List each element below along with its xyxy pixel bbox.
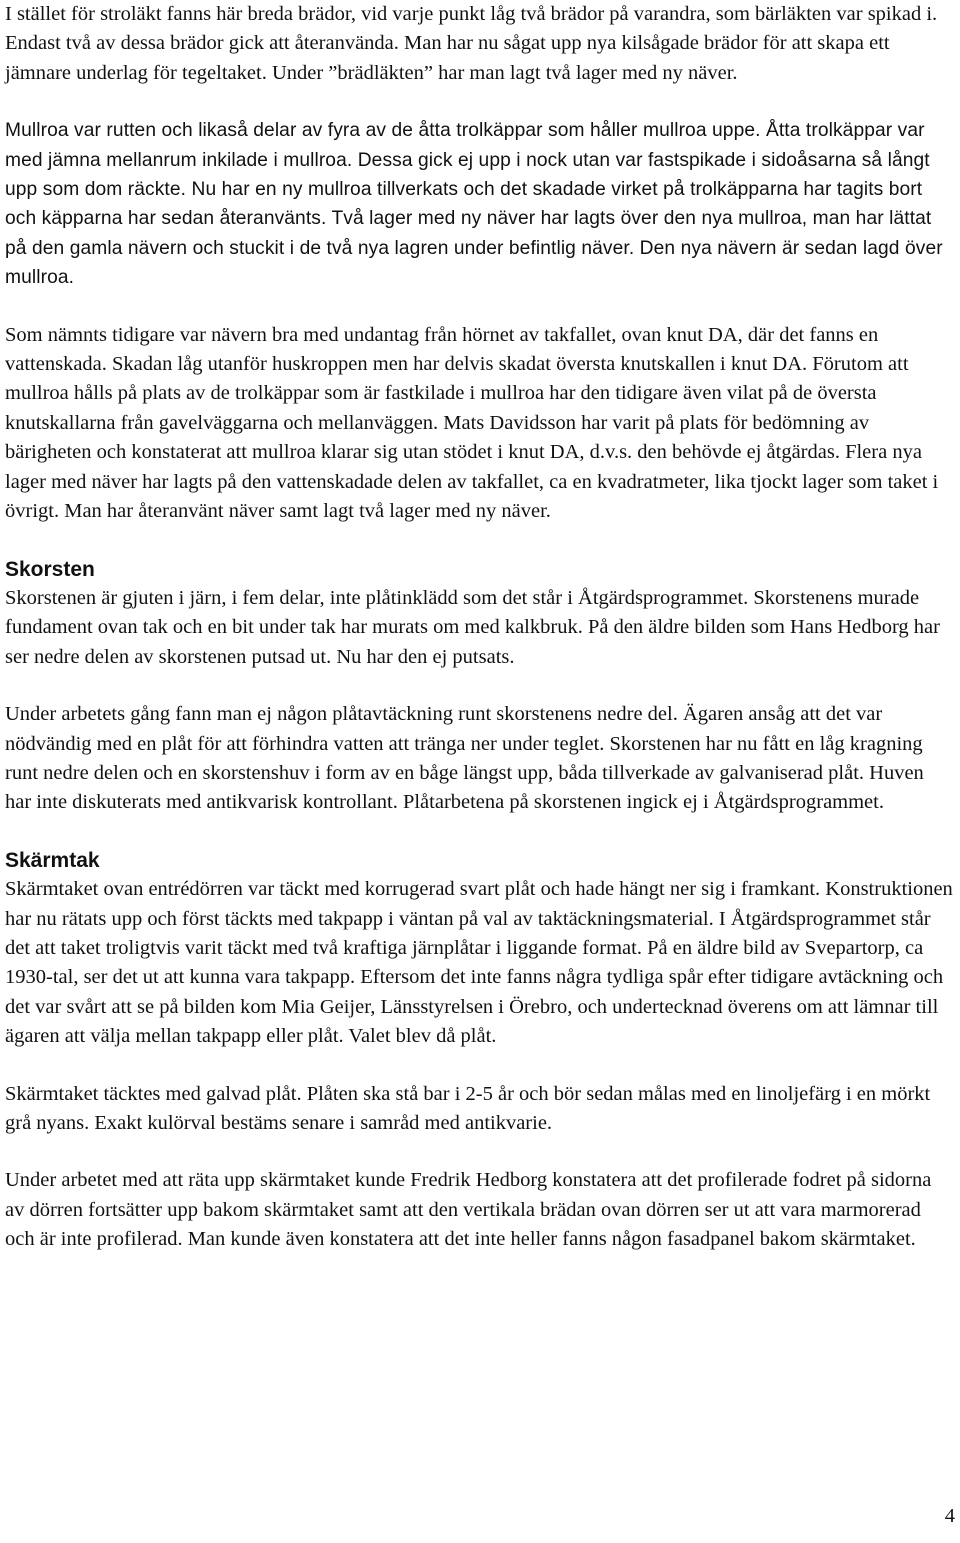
paragraph-mullroa: Mullroa var rutten och likaså delar av fyra av de åtta trolkäppar som håller mullroa uppe. Åtta trolkäppar var med jämna mellanrum inkilade i mullroa. Dessa gick ej upp i nock utan var fastspikade i sidoåsarna så långt upp som dom räckte. Nu har en ny mullroa tillverkats och det skadade virket på trolkäpparna har tagits bort och käpparna har sedan återanvänts. Två lager med ny näver har lagts över den nya mullroa, man har lättat på den gamla nävern och stuckit i de två nya lagren under befintlig näver. Den nya nävern är sedan lagd över mullroa. (5, 120, 943, 289)
paragraph-vattenskada: Som nämnts tidigare var nävern bra med undantag från hörnet av takfallet, ovan knut DA, där det fanns en vattenskada. Skadan låg utanför huskroppen men har delvis skadat översta knutskallen i knut DA. Förutom att mullroa hålls på plats av de trolkäppar som är fastkilade i mullroa har den tidigare även vilat på de översta knutskallarna från gavelväggarna och mellanväggen. Mats Davidsson har varit på plats för bedömning av bärigheten och konstaterat att mullroa klarar sig utan stödet i knut DA, d.v.s. den behövde ej åtgärdas. Flera nya lager med näver har lagts på den vattenskadade delen av takfallet, ca en kvadratmeter, lika tjockt lager som taket i övrigt. Man har återanvänt näver samt lagt två lager med ny näver. (5, 323, 939, 523)
heading-skorsten: Skorsten (5, 557, 95, 581)
paragraph-skarmtak-1: Skärmtaket ovan entrédörren var täckt med korrugerad svart plåt och hade hängt ner sig i framkant. Konstruktionen har nu rätats upp och först täckts med takpapp i väntan på val av taktäckningsmaterial. I Åtgärdsprogrammet står det att taket troligtvis varit täckt med två kraftiga järnplåtar i liggande format. På en äldre bild av Svepartorp, ca 1930-tal, ser det ut att kunna vara takpapp. Eftersom det inte fanns några tydliga spår efter tidigare avtäckning och det var svårt att se på bilden kom Mia Geijer, Länsstyrelsen i Örebro, och undertecknad överens om att lämnar till ägaren att välja mellan takpapp eller plåt. Valet blev då plåt. (5, 878, 953, 1048)
paragraph-skarmtak-3: Under arbetet med att räta upp skärmtaket kunde Fredrik Hedborg konstatera att det profilerade fodret på sidorna av dörren fortsätter upp bakom skärmtaket samt att den vertikala brädan ovan dörren ser ut att vara marmorerad och är inte profilerad. Man kunde även konstatera att det inte heller fanns någon fasadpanel bakom skärmtaket. (5, 1169, 932, 1251)
paragraph-skorsten-2: Under arbetets gång fann man ej någon plåtavtäckning runt skorstenens nedre del. Ägaren ansåg att det var nödvändig med en plåt för att förhindra vatten att tränga ner under teglet. Skorstenen har nu fått en låg kragning runt nedre delen och en skorstenshuv i form av en båge längst upp, båda tillverkade av galvaniserad plåt. Huven har inte diskuterats med antikvarisk kontrollant. Plåtarbetena på skorstenen ingick ej i Åtgärdsprogrammet. (5, 703, 924, 814)
paragraph-skorsten-1: Skorstenen är gjuten i järn, i fem delar, inte plåtinklädd som det står i Åtgärdsprogrammet. Skorstenens murade fundament ovan tak och en bit under tak har murats om med kalkbruk. På den äldre bilden som Hans Hedborg har ser nedre delen av skorstenen putsad ut. Nu har den ej putsats. (5, 586, 940, 668)
document-page (5, 0, 955, 1255)
paragraph-brador: I stället för stroläkt fanns här breda brädor, vid varje punkt låg två brädor på varandra, som bärläkten var spikad i. Endast två av dessa brädor gick att återanvända. Man har nu sågat upp nya kilsågade brädor för att skapa ett jämnare underlag för tegeltaket. Under ”brädläkten” har man lagt två lager med ny näver. (5, 3, 938, 84)
paragraph-skarmtak-2: Skärmtaket täcktes med galvad plåt. Plåten ska stå bar i 2-5 år och bör sedan målas med en linoljefärg i en mörkt grå nyans. Exakt kulörval bestäms senare i samråd med antikvarie. (5, 1082, 931, 1134)
heading-skarmtak: Skärmtak (5, 848, 100, 872)
page-number: 4 (944, 1505, 955, 1527)
